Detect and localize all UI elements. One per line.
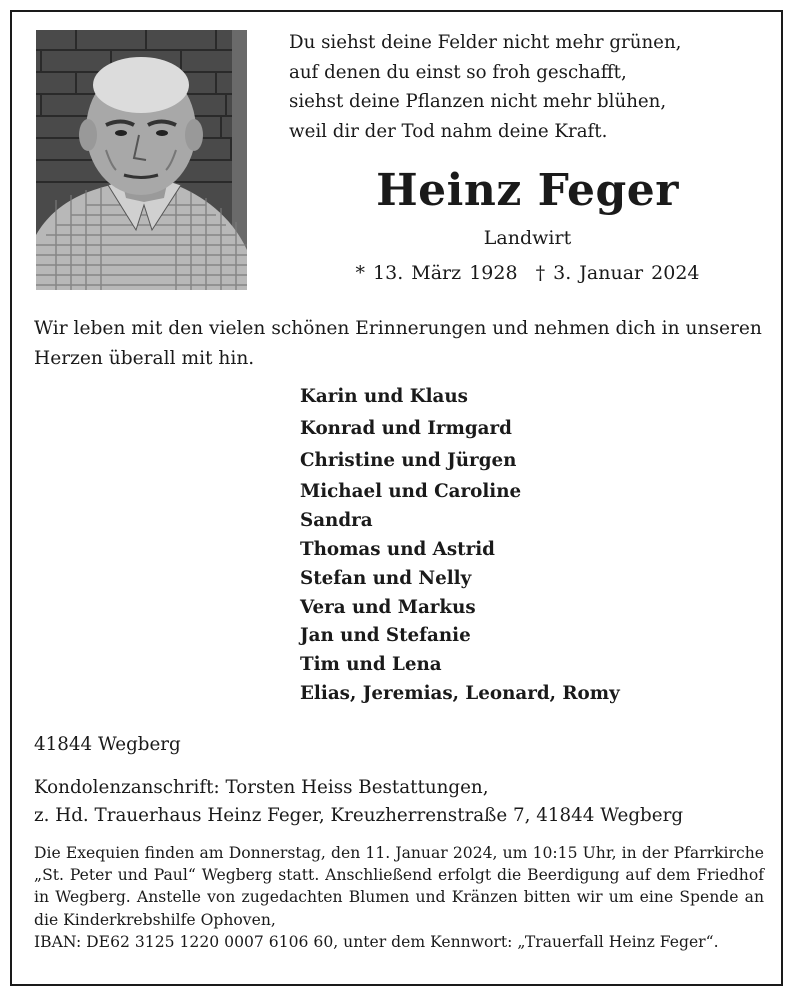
family-city: 41844 Wegberg	[34, 734, 181, 755]
portrait-photo	[36, 30, 247, 290]
mourner-entry: Konrad und Irmgard	[300, 417, 512, 439]
condolence-address	[34, 774, 683, 830]
poem-line: weil dir der Tod nahm deine Kraft.	[289, 120, 608, 142]
funeral-service-info	[34, 842, 764, 953]
address-line: z. Hd. Trauerhaus Heinz Feger, Kreuzherrenstraße 7, 41844 Wegberg	[34, 805, 684, 826]
address-line: Kondolenzanschrift: Torsten Heiss Bestattungen,	[34, 777, 489, 798]
service-text: Die Exequien finden am Donnerstag, den 11. Januar 2024, um 10:15 Uhr, in der Pfarrkirche „St. Peter und Paul“ Wegberg statt. Anschließend erfolgt die Beerdigung auf dem Friedhof in Wegberg. Anstelle von zugedachten Blumen und Kränzen bitten wir um eine Spende an die Kinderkrebshilfe Ophoven,	[34, 844, 764, 929]
memorial-poem	[289, 28, 759, 146]
donation-iban: IBAN: DE62 3125 1220 0007 6106 60, unter dem Kennwort: „Trauerfall Heinz Feger“.	[34, 932, 719, 951]
mourner-entry: Jan und Stefanie	[300, 625, 471, 647]
mourner-entry: Elias, Jeremias, Leonard, Romy	[300, 682, 620, 704]
deceased-occupation: Landwirt	[483, 227, 572, 249]
deceased-name: Heinz Feger	[376, 165, 679, 216]
mourner-entry: Stefan und Nelly	[300, 567, 472, 589]
birth-date: * 13. März 1928	[355, 262, 518, 284]
poem-line: siehst deine Pflanzen nicht mehr blühen,	[289, 91, 667, 112]
poem-line: auf denen du einst so froh geschafft,	[289, 61, 627, 83]
mourner-entry: Karin und Klaus	[300, 386, 468, 407]
mourner-entry: Michael und Caroline	[300, 481, 522, 503]
memorial-quote: Wir leben mit den vielen schönen Erinnerungen und nehmen dich in unseren Herzen überall mit hin.	[34, 318, 762, 369]
mourner-entry: Vera und Markus	[300, 596, 476, 618]
poem-line: Du siehst deine Felder nicht mehr grünen,	[289, 32, 682, 53]
mourner-entry: Thomas und Astrid	[300, 538, 495, 560]
mourner-entry: Tim und Lena	[300, 654, 442, 676]
mourner-entry: Christine und Jürgen	[300, 449, 517, 471]
mourner-entry: Sandra	[300, 510, 373, 532]
life-dates	[258, 262, 797, 284]
mourners-list	[300, 383, 620, 709]
death-date: † 3. Januar 2024	[535, 262, 700, 284]
